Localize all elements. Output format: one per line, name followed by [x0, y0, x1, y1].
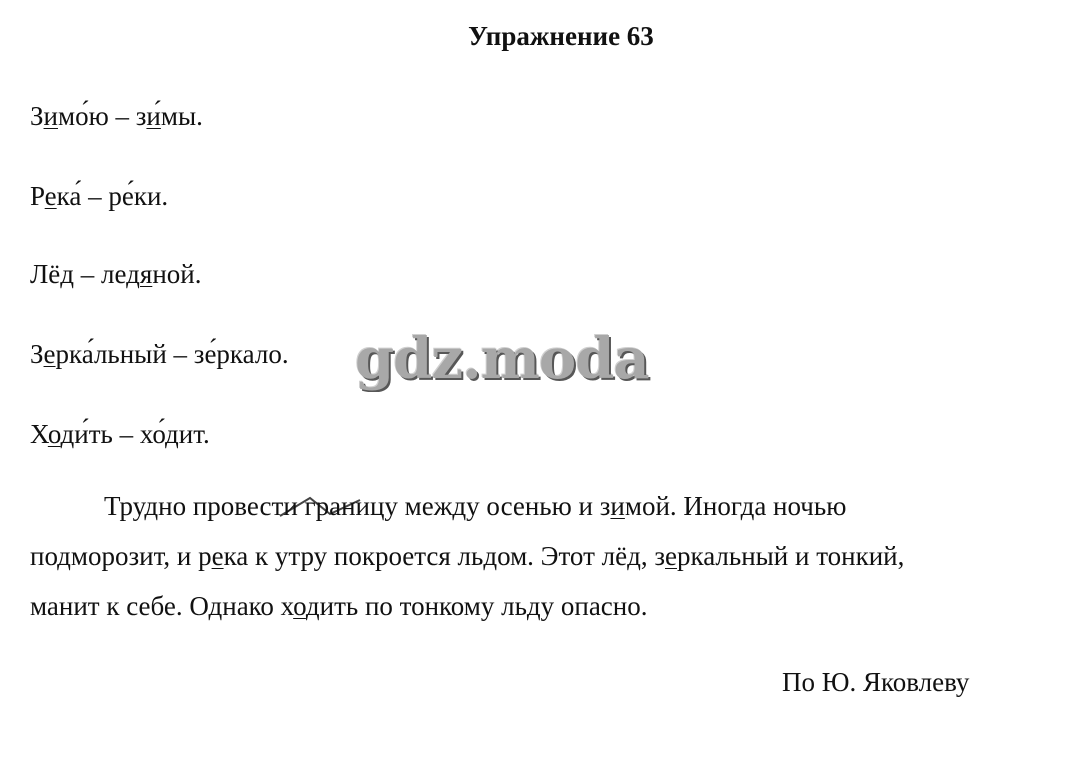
underlined-letter: дя: [126, 259, 153, 289]
watermark-logo: gdz.moda: [355, 326, 649, 392]
text-segment: дить по тонкому льду опасно.: [305, 591, 648, 621]
text-segment: ной.: [152, 259, 202, 289]
underlined-letter: о: [47, 419, 61, 449]
underlined-letter: и: [43, 101, 58, 131]
word-pair-line: [30, 418, 210, 450]
text-segment: ди́ть – хо́дит.: [60, 419, 210, 449]
author-attribution: По Ю. Яковлеву: [782, 667, 970, 697]
underlined-letter: е: [43, 339, 56, 369]
text-segment: Х: [30, 419, 48, 449]
text-segment: Лё: [30, 259, 61, 289]
word-pair-line: [30, 100, 203, 132]
text-segment: подморозит, и р: [30, 541, 212, 571]
word-pair-line: [30, 180, 168, 212]
text-paragraph-line: [30, 490, 846, 522]
text-segment: Трудно провести границу между осенью и з: [104, 491, 611, 521]
text-segment: Р: [30, 181, 45, 211]
text-segment: ркальный и тонкий,: [676, 541, 905, 571]
underlined-letter: и: [610, 491, 625, 521]
underlined-letter: д: [627, 541, 641, 571]
underlined-letter: е: [665, 541, 677, 571]
text-segment: мо́ю – з: [57, 101, 147, 131]
text-segment: , з: [640, 541, 665, 571]
word-pair-line: [30, 258, 201, 290]
underlined-letter: е: [211, 541, 224, 571]
underlined-letter: д: [60, 259, 75, 289]
text-segment: ка́ – ре́ки.: [56, 181, 169, 211]
text-segment: ка к утру покроется льдом. Этот лё: [223, 541, 628, 571]
text-paragraph-line: [30, 590, 648, 622]
text-paragraph-line: [30, 540, 904, 572]
text-segment: мы.: [160, 101, 203, 131]
text-segment: мой. Иногда ночью: [624, 491, 847, 521]
underlined-letter: и́: [146, 101, 161, 131]
underlined-letter: е: [44, 181, 57, 211]
underlined-letter: о: [293, 591, 306, 621]
exercise-title: Упражнение 63: [468, 21, 654, 51]
text-segment: рка́льный – зе́ркало.: [55, 339, 289, 369]
text-segment: манит к себе. Однако х: [30, 591, 294, 621]
text-segment: – ле: [74, 259, 127, 289]
word-pair-line: [30, 338, 289, 370]
text-segment: З: [30, 101, 44, 131]
text-segment: З: [30, 339, 44, 369]
